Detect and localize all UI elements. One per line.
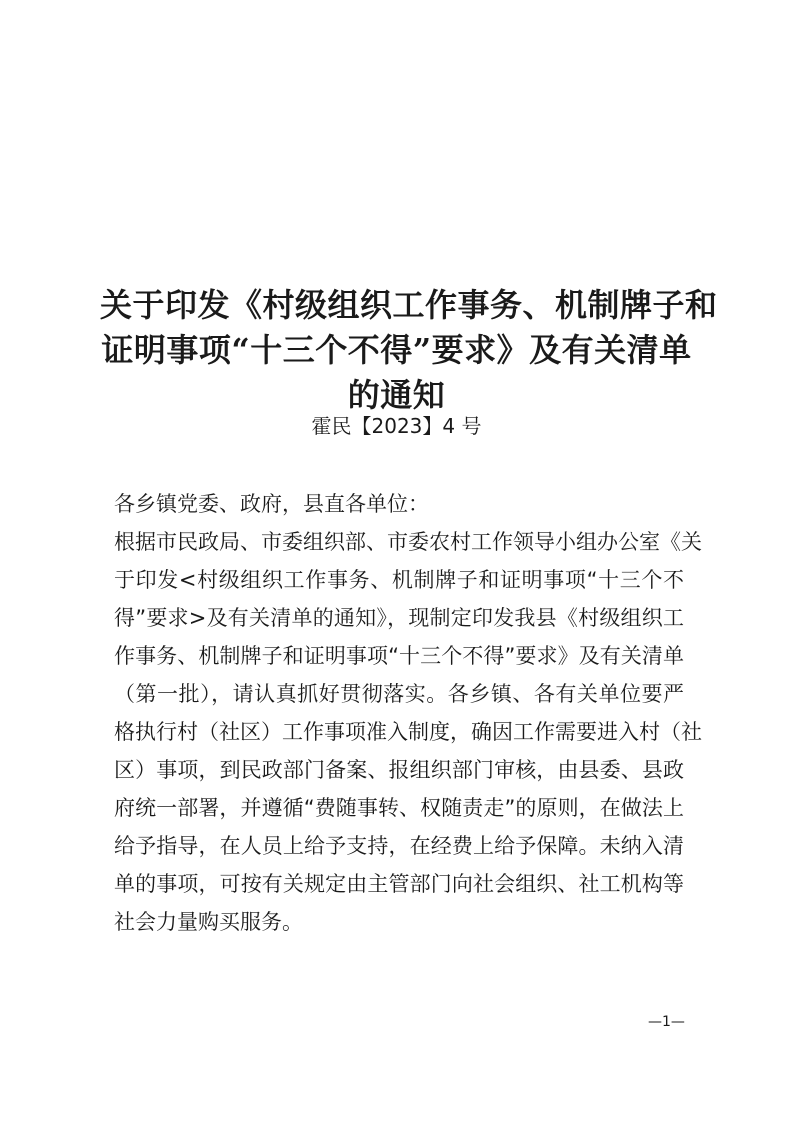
- title-line: 关于印发《村级组织工作事务、机制牌子和: [100, 286, 718, 324]
- body-line: 得”要求>及有关清单的通知》，现制定印发我县《村级组织工: [114, 606, 684, 630]
- body-line: 作事务、机制牌子和证明事项“十三个不得”要求》及有关清单: [114, 644, 684, 668]
- body-line: 于印发<村级组织工作事务、机制牌子和证明事项“十三个不: [114, 568, 684, 592]
- page-number: —1—: [648, 1014, 685, 1030]
- body-line: 区）事项，到民政部门备案、报组织部门审核，由县委、县政: [114, 758, 684, 782]
- body-line: 社会力量购买服务。: [114, 910, 303, 934]
- title-line: 证明事项“十三个不得”要求》及有关清单: [101, 331, 692, 369]
- document-body: [114, 485, 702, 941]
- body-line: 给予指导，在人员上给予支持，在经费上给予保障。未纳入清: [114, 834, 684, 858]
- body-line: 格执行村（社区）工作事项准入制度，确因工作需要进入村（社: [114, 720, 702, 744]
- title-line: 的通知: [347, 376, 446, 414]
- body-line: 府统一部署，并遵循“费随事转、权随责走”的原则，在做法上: [114, 796, 684, 820]
- body-line: 单的事项，可按有关规定由主管部门向社会组织、社工机构等: [114, 872, 684, 896]
- salutation: 各乡镇党委、政府，县直各单位：: [114, 492, 429, 516]
- body-line: （第一批），请认真抓好贯彻落实。各乡镇、各有关单位要严: [114, 682, 684, 706]
- document-number: 霍民【2023】4 号: [311, 414, 482, 438]
- document-title: [100, 283, 718, 418]
- body-line: 根据市民政局、市委组织部、市委农村工作领导小组办公室《关: [114, 530, 702, 554]
